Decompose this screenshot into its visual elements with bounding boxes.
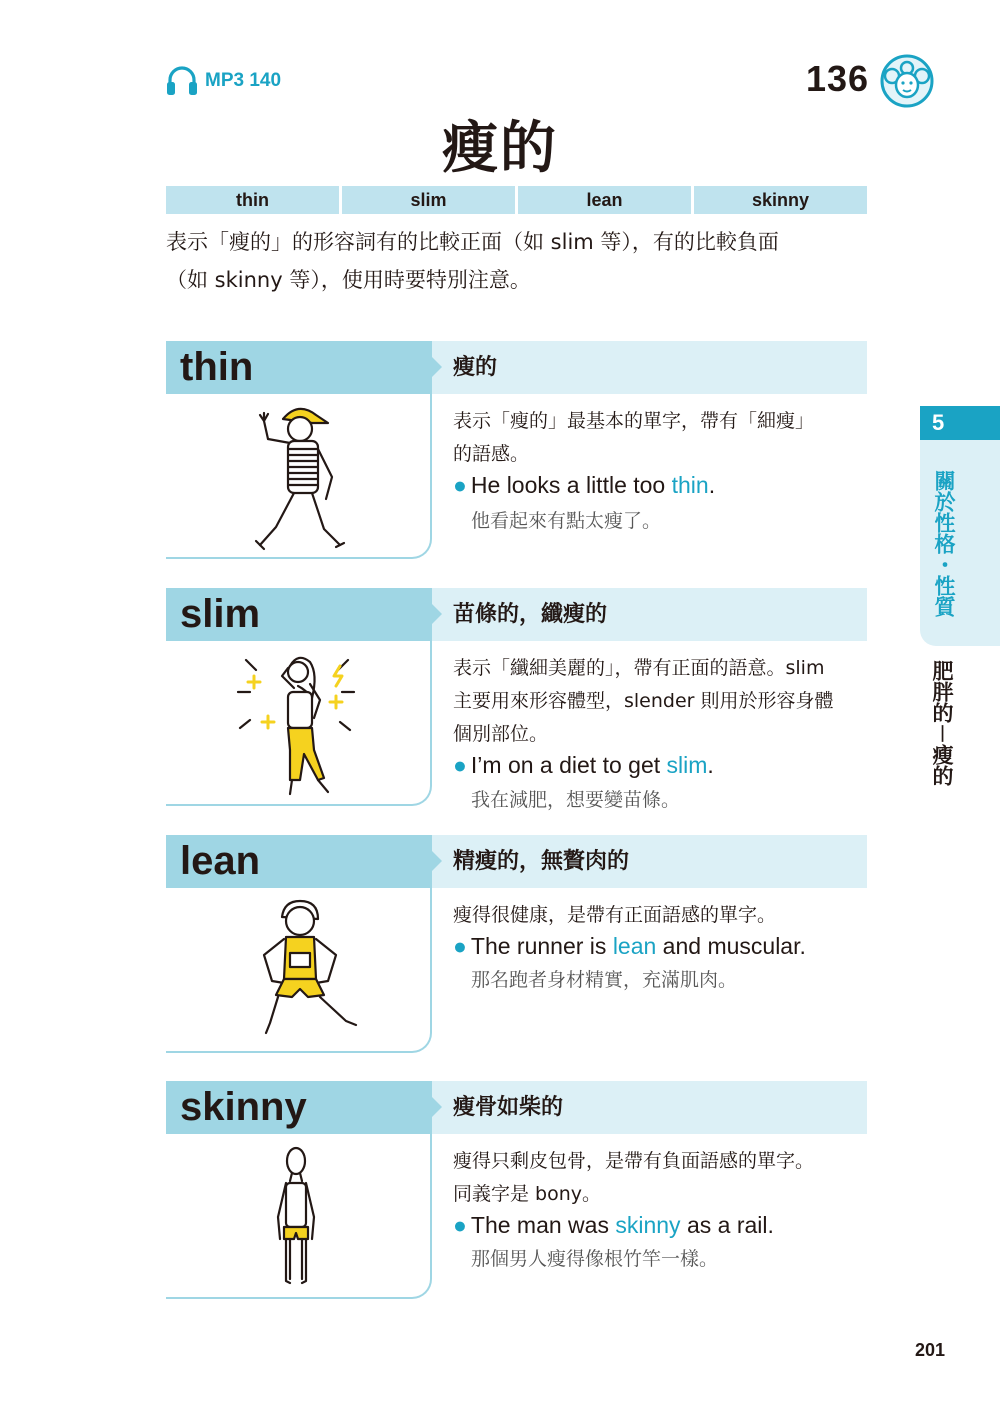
description-line: 主要用來形容體型，slender 則用於形容身體	[453, 690, 834, 712]
arrow-icon	[432, 604, 442, 624]
example-text: He looks a little too	[470, 472, 672, 498]
intro-paragraph	[166, 223, 871, 299]
description-line: 個別部位。	[453, 723, 549, 745]
entry-thin	[166, 341, 867, 559]
skinny-man-illustration	[228, 1139, 368, 1294]
word-strip-cell: lean	[518, 186, 691, 214]
example-translation: 那個男人瘦得像根竹竿一樣。	[471, 1248, 719, 1270]
example-text: .	[708, 472, 716, 498]
example-keyword: thin	[671, 472, 709, 498]
chapter-tab-label: 關於性格・性質	[932, 470, 956, 617]
word-strip-cell: slim	[342, 186, 515, 214]
arrow-icon	[432, 357, 442, 377]
chapter-tab-number[interactable]: 5	[920, 406, 1000, 440]
description-line: 瘦得只剩皮包骨，是帶有負面語感的單字。	[453, 1150, 815, 1172]
entry-meaning: 瘦骨如柴的	[453, 1095, 564, 1120]
description-line: 同義字是 bony。	[453, 1183, 602, 1205]
word-strip	[166, 186, 867, 214]
meaning-bar	[432, 341, 867, 394]
example-sentence	[453, 933, 806, 960]
example-text: as a rail.	[680, 1212, 774, 1238]
arrow-icon	[432, 1097, 442, 1117]
bullet-icon: ●	[453, 933, 467, 959]
entry-description	[453, 899, 871, 932]
mp3-label: MP3 140	[205, 70, 282, 91]
entry-description	[453, 1145, 871, 1211]
entry-word: lean	[180, 839, 261, 883]
slim-woman-illustration	[228, 646, 368, 801]
sheep-icon	[880, 54, 934, 108]
entry-skinny	[166, 1081, 867, 1299]
section-tab-label: 肥胖的－瘦的	[930, 660, 954, 786]
example-text: and muscular.	[656, 933, 806, 959]
bullet-icon: ●	[453, 752, 467, 778]
example-translation: 我在減肥，想要變苗條。	[471, 789, 681, 811]
example-keyword: slim	[666, 752, 708, 778]
example-text: I’m on a diet to get	[470, 752, 667, 778]
word-strip-cell: thin	[166, 186, 339, 214]
page-number: 201	[915, 1340, 946, 1360]
description-line: 表示「瘦的」最基本的單字，帶有「細瘦」	[453, 410, 815, 432]
intro-line: 表示「瘦的」的形容詞有的比較正面（如 slim 等），有的比較負面	[166, 230, 779, 254]
example-text: The man was	[470, 1212, 616, 1238]
entry-description	[453, 652, 871, 751]
entry-description	[453, 405, 871, 471]
word-strip-cell: skinny	[694, 186, 867, 214]
example-sentence	[453, 472, 715, 499]
description-line: 的語感。	[453, 443, 530, 465]
intro-line: （如 skinny 等），使用時要特別注意。	[166, 268, 531, 292]
example-sentence	[453, 1212, 774, 1239]
example-sentence	[453, 752, 714, 779]
mp3-track[interactable]	[165, 64, 281, 98]
entry-word: skinny	[180, 1085, 307, 1129]
example-text: The runner is	[470, 933, 613, 959]
entry-meaning: 瘦的	[453, 355, 498, 380]
example-keyword: lean	[612, 933, 657, 959]
entry-meaning: 苗條的，纖瘦的	[453, 602, 608, 627]
bullet-icon: ●	[453, 1212, 467, 1238]
example-translation: 那名跑者身材精實，充滿肌肉。	[471, 969, 738, 991]
example-keyword: skinny	[615, 1212, 681, 1238]
entry-word: slim	[180, 592, 261, 636]
headphones-icon	[165, 65, 199, 97]
description-line: 表示「纖細美麗的」，帶有正面的語意。slim	[453, 657, 825, 679]
unit-number: 136	[806, 58, 870, 99]
description-line: 瘦得很健康，是帶有正面語感的單字。	[453, 904, 777, 926]
example-text: .	[707, 752, 714, 778]
entry-meaning: 精瘦的，無贅肉的	[453, 849, 630, 874]
arrow-icon	[432, 851, 442, 871]
page-title: 瘦的	[442, 116, 558, 181]
entry-slim	[166, 588, 867, 811]
entry-lean	[166, 835, 867, 1053]
bullet-icon: ●	[453, 472, 467, 498]
waving-thin-man-illustration	[228, 399, 368, 554]
lean-runner-illustration	[228, 893, 368, 1048]
entry-word: thin	[180, 345, 254, 389]
example-translation: 他看起來有點太瘦了。	[471, 510, 662, 532]
